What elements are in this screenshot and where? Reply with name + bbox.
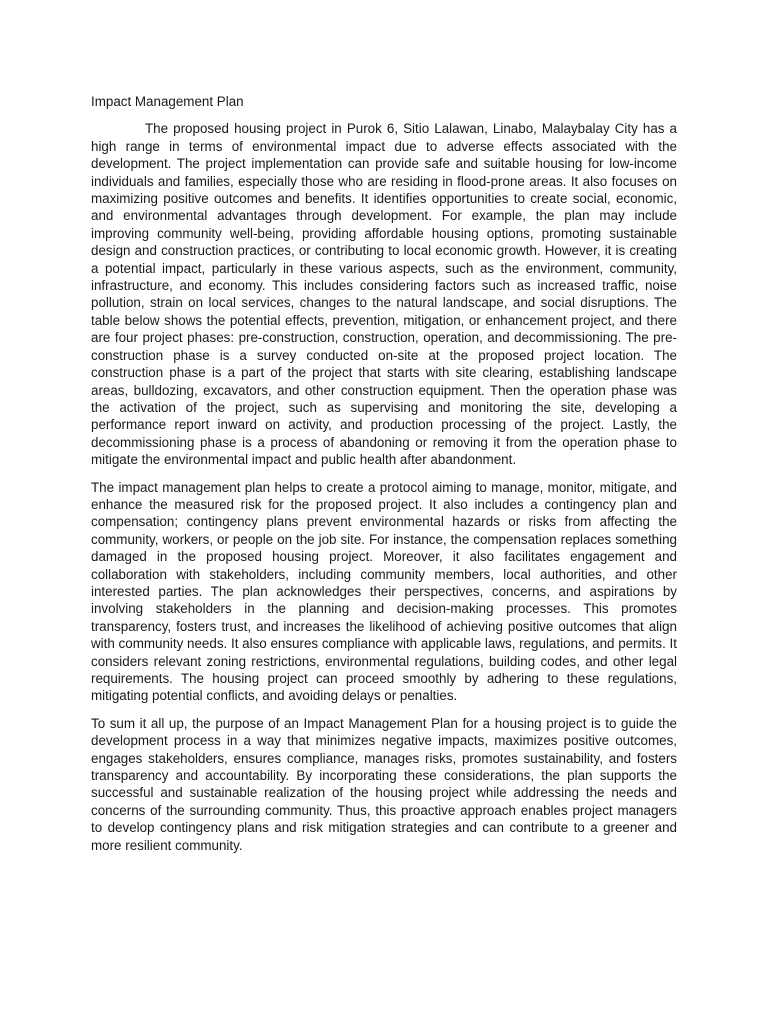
document-page bbox=[91, 93, 677, 864]
document-title: Impact Management Plan bbox=[91, 94, 244, 109]
paragraph-conclusion: To sum it all up, the purpose of an Impact Management Plan for a housing project is to guide the development process in a way that minimizes negative impacts, maximizes positive outcomes, engages stakeholders, ensures compliance, manages risks, promotes sustainability, and fosters transparency and accountability. By incorporating these considerations, the plan supports the successful and sustainable realization of the housing project while addressing the needs and concerns of the surrounding community. Thus, this proactive approach enables project managers to develop contingency plans and risk mitigation strategies and can contribute to a greener and more resilient community. bbox=[91, 715, 677, 853]
paragraph-intro: The proposed housing project in Purok 6, Sitio Lalawan, Linabo, Malaybalay City has a high range in terms of environmental impact due to adverse effects associated with the development. The project implementation can provide safe and suitable housing for low-income individuals and families, especially those who are residing in flood-prone areas. It also focuses on maximizing positive outcomes and benefits. It identifies opportunities to create social, economic, and environmental advantages through development. For example, the plan may include improving community well-being, providing affordable housing options, promoting sustainable design and construction practices, or contributing to local economic growth. However, it is creating a potential impact, particularly in these various aspects, such as the environment, community, infrastructure, and economy. This includes considering factors such as increased traffic, noise pollution, strain on local services, changes to the natural landscape, and social disruptions. The table below shows the potential effects, prevention, mitigation, or enhancement project, and there are four project phases: pre-construction, construction, operation, and decommissioning. The pre-construction phase is a survey conducted on-site at the proposed project location. The construction phase is a part of the project that starts with site clearing, establishing landscape areas, bulldozing, excavators, and other construction equipment. Then the operation phase was the activation of the project, such as supervising and monitoring the site, developing a performance report inward on activity, and production processing of the project. Lastly, the decommissioning phase is a process of abandoning or removing it from the operation phase to mitigate the environmental impact and public health after abandonment. bbox=[91, 121, 677, 468]
paragraph-plan-purpose: The impact management plan helps to create a protocol aiming to manage, monitor, mitigate, and enhance the measured risk for the proposed project. It also includes a contingency plan and compensation; contingency plans prevent environmental hazards or risks from affecting the community, workers, or people on the job site. For instance, the compensation replaces something damaged in the proposed housing project. Moreover, it also facilitates engagement and collaboration with stakeholders, including community members, local authorities, and other interested parties. The plan acknowledges their perspectives, concerns, and aspirations by involving stakeholders in the planning and decision-making processes. This promotes transparency, fosters trust, and increases the likelihood of achieving positive outcomes that align with community needs. It also ensures compliance with applicable laws, regulations, and permits. It considers relevant zoning restrictions, environmental regulations, building codes, and other legal requirements. The housing project can proceed smoothly by adhering to these regulations, mitigating potential conflicts, and avoiding delays or penalties. bbox=[91, 479, 677, 704]
